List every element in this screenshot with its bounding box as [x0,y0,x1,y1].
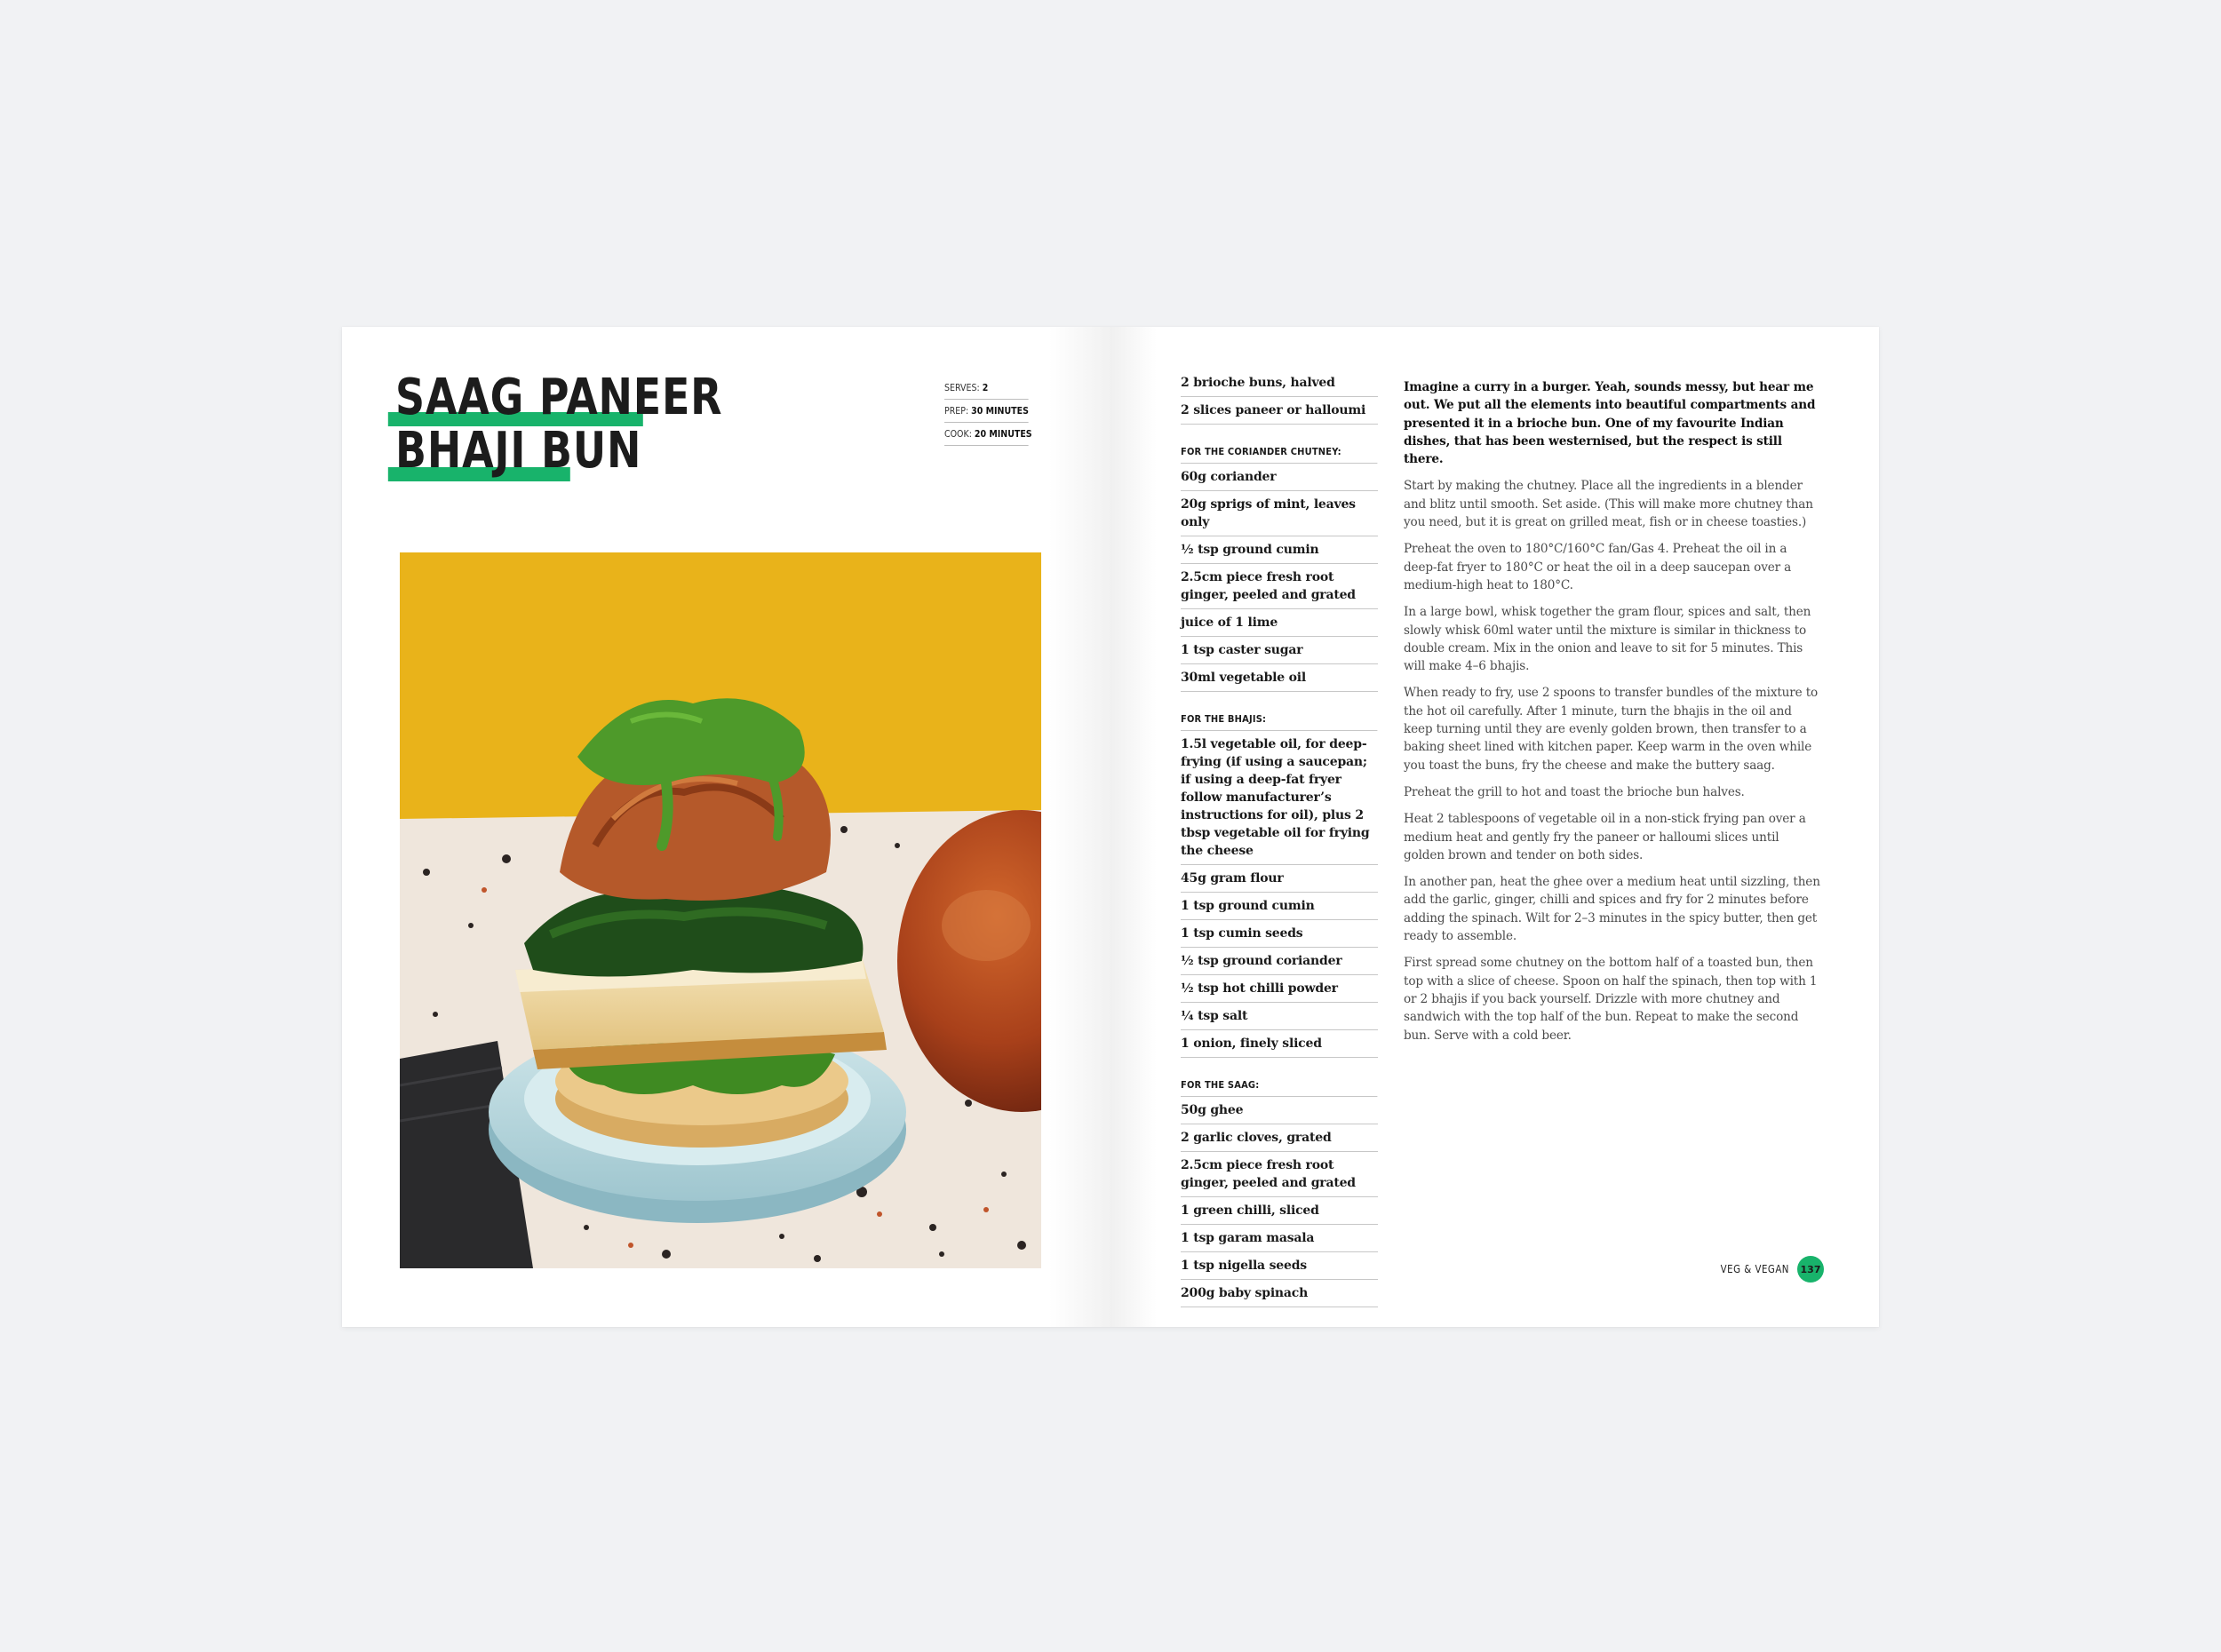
saag-heading: FOR THE SAAG: [1181,1076,1378,1097]
ingredient-item: 1 tsp caster sugar [1181,637,1378,664]
ingredient-item: ¼ tsp salt [1181,1003,1378,1030]
ingredient-item: 2.5cm piece fresh root ginger, peeled and grated [1181,564,1378,609]
ingredient-item: ½ tsp ground coriander [1181,948,1378,975]
left-page [342,327,1110,1327]
ingredient-item: ½ tsp hot chilli powder [1181,975,1378,1003]
ingredient-item: 45g gram flour [1181,865,1378,893]
ingredient-item: 50g ghee [1181,1097,1378,1124]
method-step: When ready to fry, use 2 spoons to transfer bundles of the mixture to the hot oil carefully. After 1 minute, turn the bhajis in the oil and keep turning until they are evenly golden brown, then transfer to a baking sheet lined with kitchen paper. Keep warm in the oven while you toast the buns, fry the cheese and make the buttery saag. [1404,686,1819,773]
ingredient-item: 2 garlic cloves, grated [1181,1124,1378,1152]
ingredient-item: ½ tsp ground cumin [1181,536,1378,564]
recipe-meta [944,377,1042,446]
ingredient-item: 1.5l vegetable oil, for deep-frying (if using a saucepan; if using a deep-fat fryer follow manufacturer’s instructions for oil), plus 2 tbsp vegetable oil for frying the cheese [1181,731,1378,865]
ingredient-item: 1 green chilli, sliced [1181,1197,1378,1225]
title-text-2: BHAJI BUN [395,422,642,480]
ingredient-item: 2 brioche buns, halved [1181,369,1378,397]
ingredient-item: juice of 1 lime [1181,609,1378,637]
serves-label: SERVES: [944,382,980,393]
recipe-photo [400,552,1041,1268]
method-text [1404,378,1821,1053]
section-label: VEG & VEGAN [1720,1263,1789,1275]
method-step: Start by making the chutney. Place all the ingredients in a blender and blitz until smooth. Set aside. (This will make more chutney than you need, but it is great on grilled meat, fish or in cheese toasties.) [1404,479,1813,530]
ingredient-item: 30ml vegetable oil [1181,664,1378,692]
book-spread [342,327,1879,1327]
method-step: First spread some chutney on the bottom half of a toasted bun, then top with a slice of cheese. Spoon on half the spinach, then top with 1 or 2 bhajis if you back yourself. Drizzle with more chutney and sandwich with the top half of the bun. Repeat to make the second bun. Serve with a cold beer. [1404,956,1818,1043]
ingredient-item: 1 tsp ground cumin [1181,893,1378,920]
ingredient-item: 200g baby spinach [1181,1280,1378,1307]
ingredient-item: 20g sprigs of mint, leaves only [1181,491,1378,536]
ingredients-list [1181,369,1378,1307]
ingredient-item: 1 onion, finely sliced [1181,1030,1378,1058]
page-number-badge: 137 [1797,1256,1824,1283]
ingredient-item: 1 tsp nigella seeds [1181,1252,1378,1280]
recipe-title-line-1 [395,371,722,425]
title-text-1: SAAG PANEER [395,369,723,426]
recipe-title-line-2 [395,422,722,480]
ingredient-item: 2 slices paneer or halloumi [1181,397,1378,425]
serves-value: 2 [982,382,989,393]
ingredient-item: 1 tsp cumin seeds [1181,920,1378,948]
prep-value: 30 MINUTES [971,405,1029,417]
prep-label: PREP: [944,405,969,417]
method-step: In another pan, heat the ghee over a medium heat until sizzling, then add the garlic, ginger, chilli and spices and fry for 2 minutes before adding the spinach. Wilt for 2–3 minutes in the spicy butter, then get ready to assemble. [1404,875,1820,944]
ingredient-item: 2.5cm piece fresh root ginger, peeled and grated [1181,1152,1378,1197]
method-intro: Imagine a curry in a burger. Yeah, sounds messy, but hear me out. We put all the elements into beautiful compartments and presented it in a brioche bun. One of my favourite Indian dishes, that has been westernised, but the respect is still there. [1404,380,1816,467]
cook-row [944,423,1032,446]
method-step: Preheat the oven to 180°C/160°C fan/Gas 4. Preheat the oil in a deep-fat fryer to 180°C or heat the oil in a deep saucepan over a medium-high heat to 180°C. [1404,542,1792,592]
burger-photo-illustration [400,552,1041,1268]
ingredient-item: 60g coriander [1181,464,1378,491]
prep-row [944,400,1029,423]
serves-row [944,377,1029,400]
chutney-heading: FOR THE CORIANDER CHUTNEY: [1181,442,1378,464]
ingredient-item: 1 tsp garam masala [1181,1225,1378,1252]
recipe-title [395,371,794,478]
method-step: In a large bowl, whisk together the gram flour, spices and salt, then slowly whisk 60ml water until the mixture is similar in thickness to double cream. Mix in the onion and leave to sit for 5 minutes. This will make 4–6 bhajis. [1404,605,1811,674]
cook-label: COOK: [944,428,972,440]
cook-value: 20 MINUTES [974,428,1032,440]
page-footer [1708,1256,1824,1283]
method-step: Heat 2 tablespoons of vegetable oil in a non-stick frying pan over a medium heat and gently fry the paneer or halloumi slices until golden brown and tender on both sides. [1404,812,1806,862]
method-step: Preheat the grill to hot and toast the brioche bun halves. [1404,784,1745,799]
bhajis-heading: FOR THE BHAJIS: [1181,710,1378,731]
